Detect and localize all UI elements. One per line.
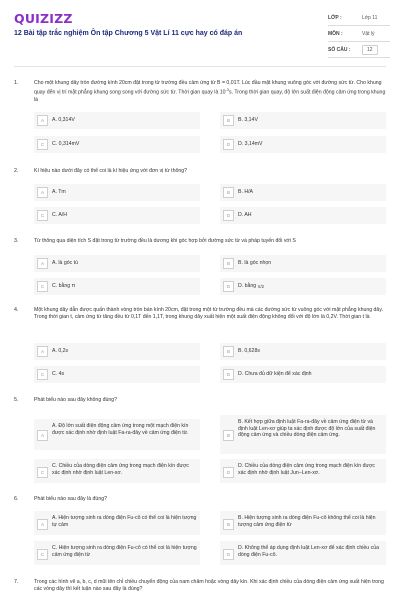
option-a[interactable] [34, 112, 200, 129]
option-text: A. 0,314V [52, 117, 75, 123]
option-text: A. Tm [52, 189, 66, 195]
option-letter-box: D [223, 467, 234, 478]
option-letter-box: A [37, 115, 48, 126]
question-text: Kí hiệu nào dưới đây có thể coi là kí hiệu ứng với đơn vị từ thông? [34, 168, 187, 174]
question-number: 7. [14, 579, 19, 585]
meta-key: SỐ CÂU : [328, 46, 351, 53]
meta-key: LỚP : [328, 14, 342, 21]
meta-value: 12 [362, 45, 378, 55]
option-c[interactable] [34, 541, 200, 565]
question-number: 1. [14, 80, 19, 86]
option-a[interactable] [34, 511, 200, 535]
option-text: C. 4s [52, 371, 65, 377]
option-letter-box: B [223, 115, 234, 126]
exponent: -3 [225, 88, 229, 93]
option-text: D. Chưa đủ dữ kiện để xác định [238, 371, 312, 377]
question-1 [14, 80, 386, 156]
option-a[interactable] [34, 343, 200, 360]
option-letter-box: C [37, 467, 48, 478]
option-letter-box: D [223, 369, 234, 380]
option-text: A. Hiện tượng sinh ra dòng điện Fu-cô có thể coi là hiện tượng tự cảm [52, 515, 197, 528]
option-text: A. 0,2s [52, 348, 69, 354]
option-letter-box: C [37, 369, 48, 380]
question-4 [14, 307, 386, 385]
option-text: B. H/A [238, 189, 253, 195]
question-6 [14, 496, 386, 570]
question-text: Trong các hình vẽ a, b, c, d mũi tên chỉ chiều chuyển động của nam châm hoặc vòng dây kín. Khi xác định chiều của dòng điện cảm ứng xuất hiện trong các vòng dây thì kết luận nào sau đây là đúng? [34, 579, 384, 593]
option-c[interactable] [34, 207, 200, 224]
question-number: 6. [14, 496, 19, 502]
option-text: D. Chiều của dòng điện cảm ứng trong mạch điện kín được xác định nhờ định luật Jun−Len-xơ. [238, 463, 375, 476]
option-text: A. Độ lớn suất điện động cảm ứng trong một mạch điện kín được xác định nhờ định luật Fa-ra-đây về cảm ứng điện từ. [52, 423, 189, 436]
question-text-main: Cho một khung dây tròn đường kính 20cm đặt trong từ trường đều cảm ứng từ B = 0,01T. Lúc đầu mặt khung vuông góc với đường sức từ. Cho khung quay đến vị trí mặt phẳng khung song song với đường sức từ. Thời gian quay là 10 [34, 80, 382, 96]
option-text: B. Hiện tượng sinh ra dòng điện Fu-cô không thể coi là hiện tượng cảm ứng điện từ [238, 515, 376, 528]
question-text [34, 80, 386, 104]
option-d[interactable] [220, 459, 386, 483]
option-d[interactable] [220, 366, 386, 383]
options-grid [34, 415, 386, 487]
option-b[interactable] [220, 255, 386, 272]
option-letter-box: A [37, 519, 48, 530]
option-c[interactable] [34, 136, 200, 153]
option-text: B. 0,628s [238, 348, 260, 354]
option-letter-box: C [37, 210, 48, 221]
option-letter-box: A [37, 187, 48, 198]
option-letter-box: A [37, 430, 48, 441]
option-text: D. AH [238, 212, 252, 218]
option-letter-box: C [37, 281, 48, 292]
option-a[interactable] [34, 255, 200, 272]
option-letter-box: A [37, 346, 48, 357]
meta-key: MÔN : [328, 30, 343, 37]
meta-panel [328, 10, 390, 58]
option-d[interactable] [220, 207, 386, 224]
question-number: 5. [14, 397, 19, 403]
option-c[interactable] [34, 278, 200, 295]
option-c[interactable] [34, 366, 200, 383]
option-letter-box: D [223, 549, 234, 560]
option-letter-box: D [223, 210, 234, 221]
option-letter-box: B [223, 430, 234, 441]
question-text: Một khung dây dẫn được quấn thành vòng tròn bán kính 20cm, đặt trong một từ trường đều mà các đường sức từ vuông góc với mặt phẳng khung dây. Trong thời gian t, cảm ứng từ tăng đều từ 0,1T đến 1,1T, trong khung dây xuất hiện một suất điện động không đổi với độ lớn là 0,2V. Thời gian t là [34, 307, 383, 321]
option-b[interactable] [220, 415, 386, 454]
option-a[interactable] [34, 419, 200, 450]
option-text: A. là góc tù [52, 260, 78, 266]
option-text: C. bằng π [52, 283, 76, 289]
option-letter-box: D [223, 281, 234, 292]
question-number: 2. [14, 168, 19, 174]
option-b[interactable] [220, 112, 386, 129]
option-letter-box: D [223, 139, 234, 150]
option-text: D. 3,14mV [238, 141, 263, 147]
question-text: Phát biểu nào sau đây không đúng? [34, 397, 118, 403]
option-text: C. Hiện tượng sinh ra dòng điện Fu-cô có thể coi là hiện tượng cảm ứng điện từ [52, 545, 197, 558]
option-letter-box: B [223, 187, 234, 198]
option-text: D. Không thể áp dụng định luật Len-xơ để xác định chiều của dòng điện Fu-cô. [238, 545, 379, 558]
option-d[interactable] [220, 541, 386, 565]
question-text: Phát biểu nào sau đây là đúng? [34, 496, 107, 502]
options-grid [34, 184, 386, 226]
fraction-pi-over-2: π/2 [257, 284, 265, 289]
meta-value: Vật lý [362, 30, 375, 37]
meta-row-subject [328, 26, 390, 42]
option-a[interactable] [34, 184, 200, 201]
option-text: B. là góc nhọn [238, 260, 272, 266]
page-title: 12 Bài tập trắc nghiệm Ôn tập Chương 5 Vật Lí 11 cực hay có đáp án [14, 30, 243, 37]
question-2 [14, 168, 386, 226]
option-letter-box: B [223, 346, 234, 357]
option-text: C. A/H [52, 212, 67, 218]
option-letter-box: B [223, 519, 234, 530]
option-d[interactable] [220, 278, 386, 295]
option-text: C. 0,314mV [52, 141, 80, 147]
question-text: Từ thông qua diện tích S đặt trong từ trường đều là dương khi góc hợp bởi đường sức từ và pháp tuyến đối với S [34, 238, 296, 244]
option-letter-box: C [37, 139, 48, 150]
meta-value: Lớp 11 [362, 14, 378, 21]
options-grid [34, 112, 386, 156]
meta-row-question-count [328, 42, 390, 58]
options-grid [34, 511, 386, 569]
option-b[interactable] [220, 343, 386, 360]
question-5 [14, 397, 386, 487]
option-text [238, 278, 267, 291]
header-divider [14, 66, 386, 67]
quizizz-logo: QUIZIZZ [14, 11, 73, 26]
option-letter-box: B [223, 258, 234, 269]
option-letter-box: A [37, 258, 48, 269]
meta-row-class [328, 10, 390, 26]
option-text: C. Chiều của dòng điện cảm ứng trong mạch điện kín được xác định nhờ định luật Len-xơ. [52, 463, 189, 476]
option-b[interactable] [220, 184, 386, 201]
document-header [0, 0, 400, 62]
question-3 [14, 238, 386, 296]
options-grid [34, 343, 386, 385]
option-letter-box: C [37, 549, 48, 560]
question-text-end: s. Trong thời gian quay, độ lớn suất điện động cảm ứng trong khung là [34, 89, 386, 104]
option-b[interactable] [220, 511, 386, 535]
option-text: B. 3,14V [238, 117, 258, 123]
option-d[interactable] [220, 136, 386, 153]
options-grid [34, 255, 386, 297]
question-number: 4. [14, 307, 19, 313]
option-text: B. Kết hợp giữa định luật Fa-ra-đây về cảm ứng điện từ và định luật Len-xơ giúp ta xác định được độ lớn của suất điện động cảm ứng và chiều dòng điện cảm ứng. [238, 419, 376, 439]
question-7 [14, 579, 386, 600]
option-c[interactable] [34, 459, 200, 483]
option-text-main: D. bằng [238, 283, 258, 289]
question-number: 3. [14, 238, 19, 244]
